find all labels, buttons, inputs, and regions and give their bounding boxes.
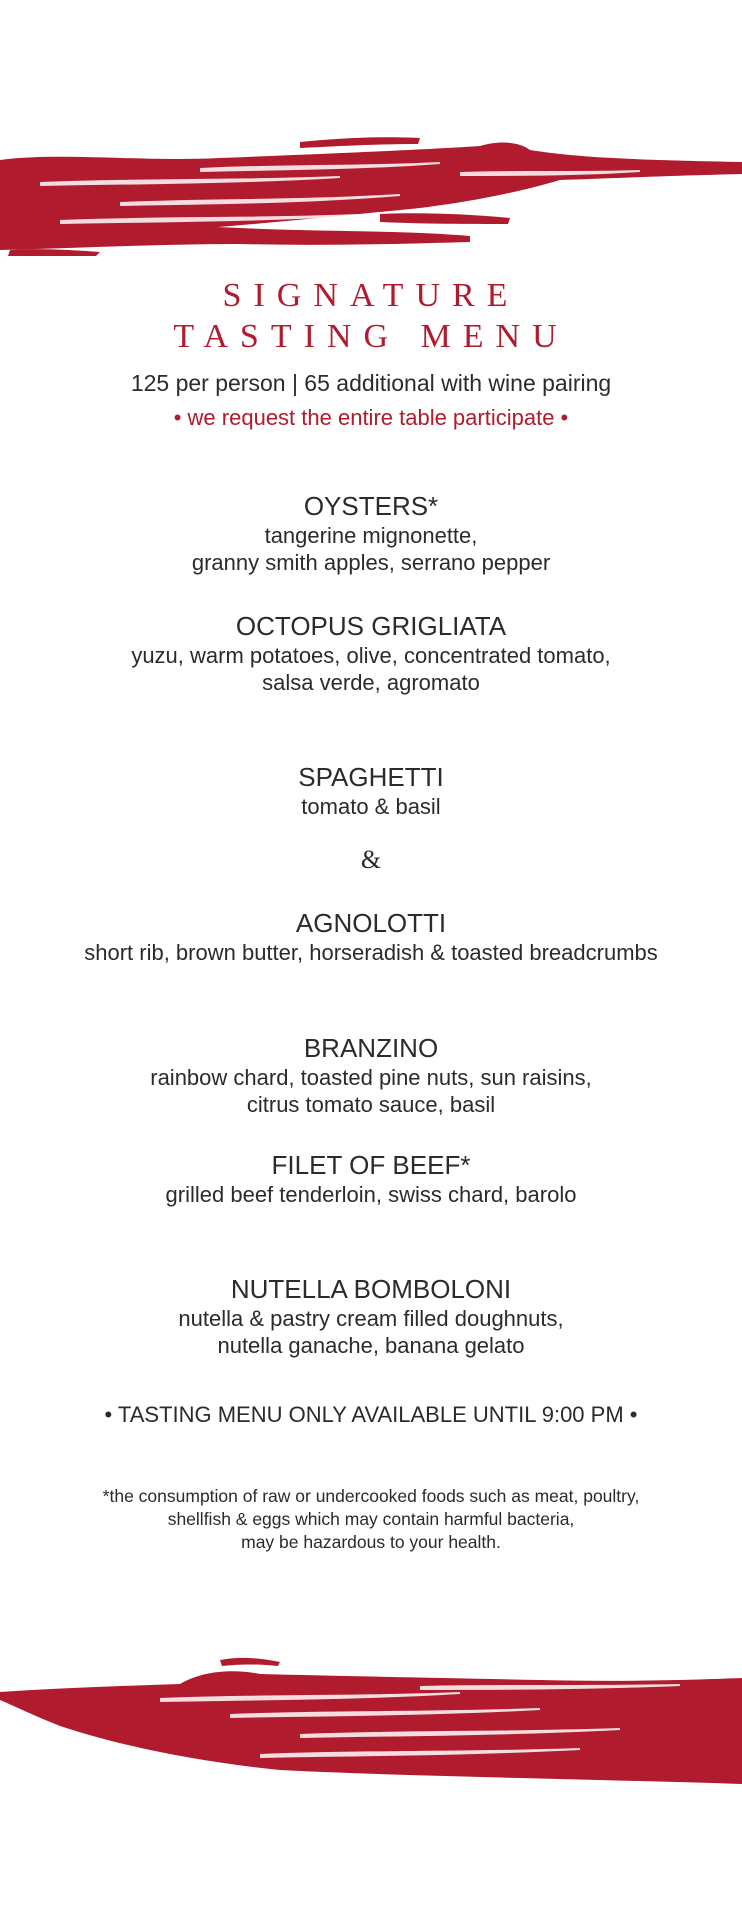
course-name: AGNOLOTTI bbox=[295, 908, 447, 938]
pricing-line: 125 per person | 65 additional with wine pairing bbox=[130, 370, 612, 396]
health-disclaimer bbox=[0, 1485, 742, 1554]
course-desc-line: citrus tomato sauce, basil bbox=[246, 1092, 496, 1117]
top-brush-stroke bbox=[0, 132, 742, 267]
course-oysters bbox=[0, 491, 742, 576]
menu-title-line1: SIGNATURE bbox=[222, 277, 520, 314]
course-filet-of-beef bbox=[0, 1150, 742, 1208]
course-name: NUTELLA BOMBOLONI bbox=[230, 1274, 512, 1304]
course-desc-line: rainbow chard, toasted pine nuts, sun raisins, bbox=[150, 1065, 592, 1090]
ampersand-divider: & bbox=[360, 845, 382, 874]
bottom-brush-stroke bbox=[0, 1650, 742, 1785]
course-desc-line: granny smith apples, serrano pepper bbox=[191, 550, 551, 575]
course-desc-line: grilled beef tenderloin, swiss chard, barolo bbox=[165, 1182, 577, 1207]
course-desc-line: tangerine mignonette, bbox=[264, 523, 478, 548]
course-desc-line: nutella ganache, banana gelato bbox=[217, 1333, 525, 1358]
course-name: BRANZINO bbox=[303, 1033, 439, 1063]
disclaimer-line: may be hazardous to your health. bbox=[241, 1532, 501, 1552]
course-desc-line: salsa verde, agromato bbox=[262, 670, 480, 695]
course-agnolotti bbox=[0, 908, 742, 966]
disclaimer-line: shellfish & eggs which may contain harmful bacteria, bbox=[167, 1509, 575, 1529]
disclaimer-line: *the consumption of raw or undercooked foods such as meat, poultry, bbox=[102, 1486, 640, 1506]
course-name: SPAGHETTI bbox=[298, 762, 444, 792]
course-name: FILET OF BEEF* bbox=[271, 1150, 471, 1180]
course-nutella-bomboloni bbox=[0, 1274, 742, 1359]
course-branzino bbox=[0, 1033, 742, 1118]
participation-request: • we request the entire table participate • bbox=[173, 405, 569, 430]
course-desc-line: nutella & pastry cream filled doughnuts, bbox=[178, 1306, 564, 1331]
course-spaghetti bbox=[0, 762, 742, 820]
availability-notice: • TASTING MENU ONLY AVAILABLE UNTIL 9:00 PM • bbox=[104, 1402, 638, 1427]
course-desc-line: short rib, brown butter, horseradish & toasted breadcrumbs bbox=[84, 940, 658, 965]
course-octopus bbox=[0, 611, 742, 696]
course-name: OCTOPUS GRIGLIATA bbox=[235, 611, 507, 641]
course-name: OYSTERS* bbox=[303, 491, 439, 521]
course-desc-line: yuzu, warm potatoes, olive, concentrated tomato, bbox=[131, 643, 611, 668]
menu-title-line2: TASTING MENU bbox=[173, 318, 569, 355]
course-desc-line: tomato & basil bbox=[301, 794, 441, 819]
